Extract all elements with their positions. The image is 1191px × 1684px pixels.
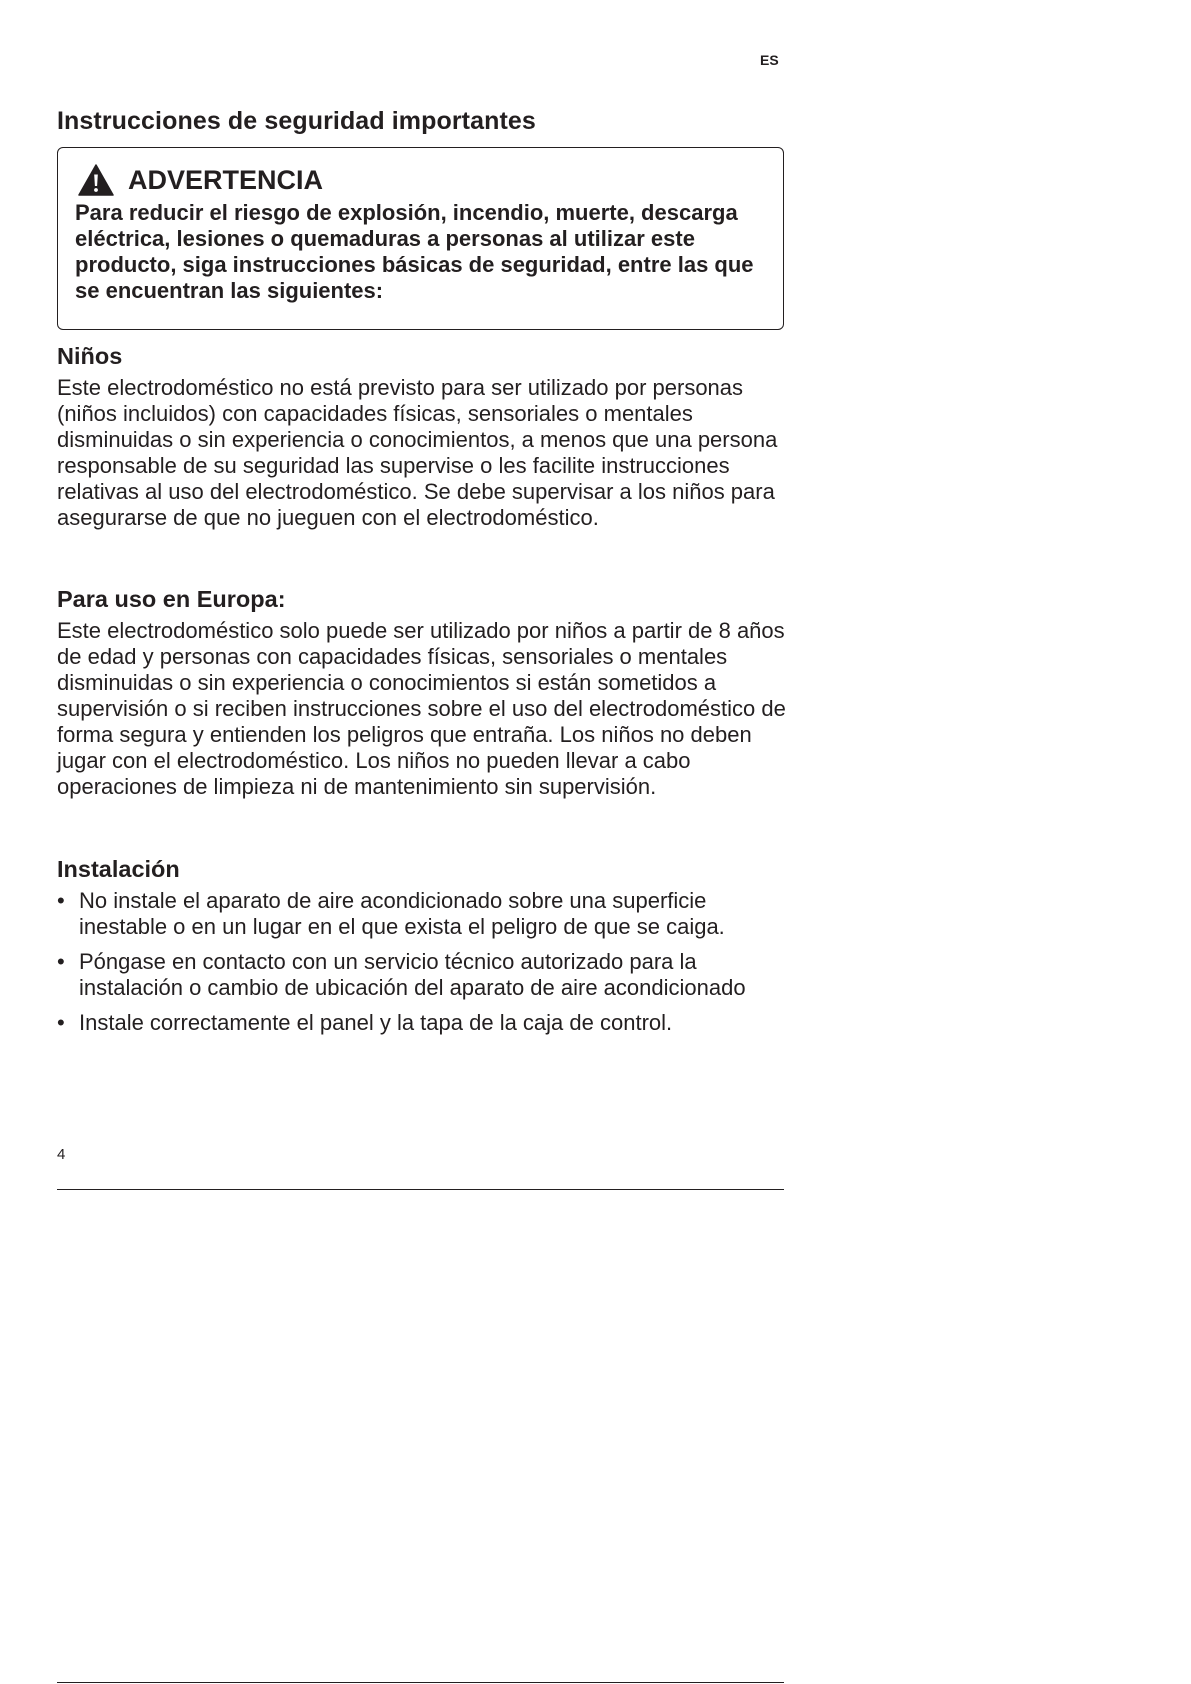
bullet-marker: • (57, 949, 65, 974)
page-number: 4 (57, 1146, 66, 1163)
warning-label: ADVERTENCIA (128, 165, 324, 195)
section-heading-ninos: Niños (57, 343, 123, 369)
bullet-marker: • (57, 888, 65, 913)
list-item-text: Póngase en contacto con un servicio técnico autorizado para la instalación o cambio de ubicación del aparato de aire acondicionado (79, 949, 746, 1000)
section-text-ninos: Este electrodoméstico no está previsto para ser utilizado por personas (niños incluidos) con capacidades físicas, sensoriales o mentales disminuidas o sin experiencia o conocimientos, a menos que una persona responsable de su seguridad las supervise o les facilite instrucciones relativas al uso del electrodoméstico. Se debe supervisar a los niños para asegurarse de que no jueguen con el electrodoméstico. (57, 375, 778, 530)
list-item-text: Instale correctamente el panel y la tapa de la caja de control. (79, 1010, 673, 1035)
section-text-europa: Este electrodoméstico solo puede ser utilizado por niños a partir de 8 años de edad y personas con capacidades físicas, sensoriales o mentales disminuidas o sin experiencia o conocimientos si están sometidos a supervisión o si reciben instrucciones sobre el uso del electrodoméstico de forma segura y entienden los peligros que entraña. Los niños no deben jugar con el electrodoméstico. Los niños no pueden llevar a cabo operaciones de limpieza ni de mantenimiento sin supervisión. (57, 618, 786, 799)
warning-header (78, 164, 323, 196)
installation-list (57, 888, 797, 1045)
warning-box (57, 147, 784, 330)
list-item-text: No instale el aparato de aire acondicionado sobre una superficie inestable o en un lugar en el que exista el peligro de que se caiga. (79, 888, 725, 939)
page-title: Instrucciones de seguridad importantes (57, 107, 536, 135)
language-code: ES (760, 52, 779, 68)
list-item (57, 888, 797, 940)
warning-text: Para reducir el riesgo de explosión, incendio, muerte, descarga eléctrica, lesiones o quemaduras a personas al utilizar este producto, siga instrucciones básicas de seguridad, entre las que se encuentran las siguientes: (75, 200, 754, 303)
list-item (57, 1010, 797, 1036)
list-item (57, 949, 797, 1001)
warning-triangle-icon (78, 164, 114, 196)
bullet-marker: • (57, 1010, 65, 1035)
bottom-divider (57, 1682, 784, 1683)
section-heading-europa: Para uso en Europa: (57, 586, 286, 612)
section-heading-instalacion: Instalación (57, 856, 180, 882)
footer-divider (57, 1189, 784, 1190)
